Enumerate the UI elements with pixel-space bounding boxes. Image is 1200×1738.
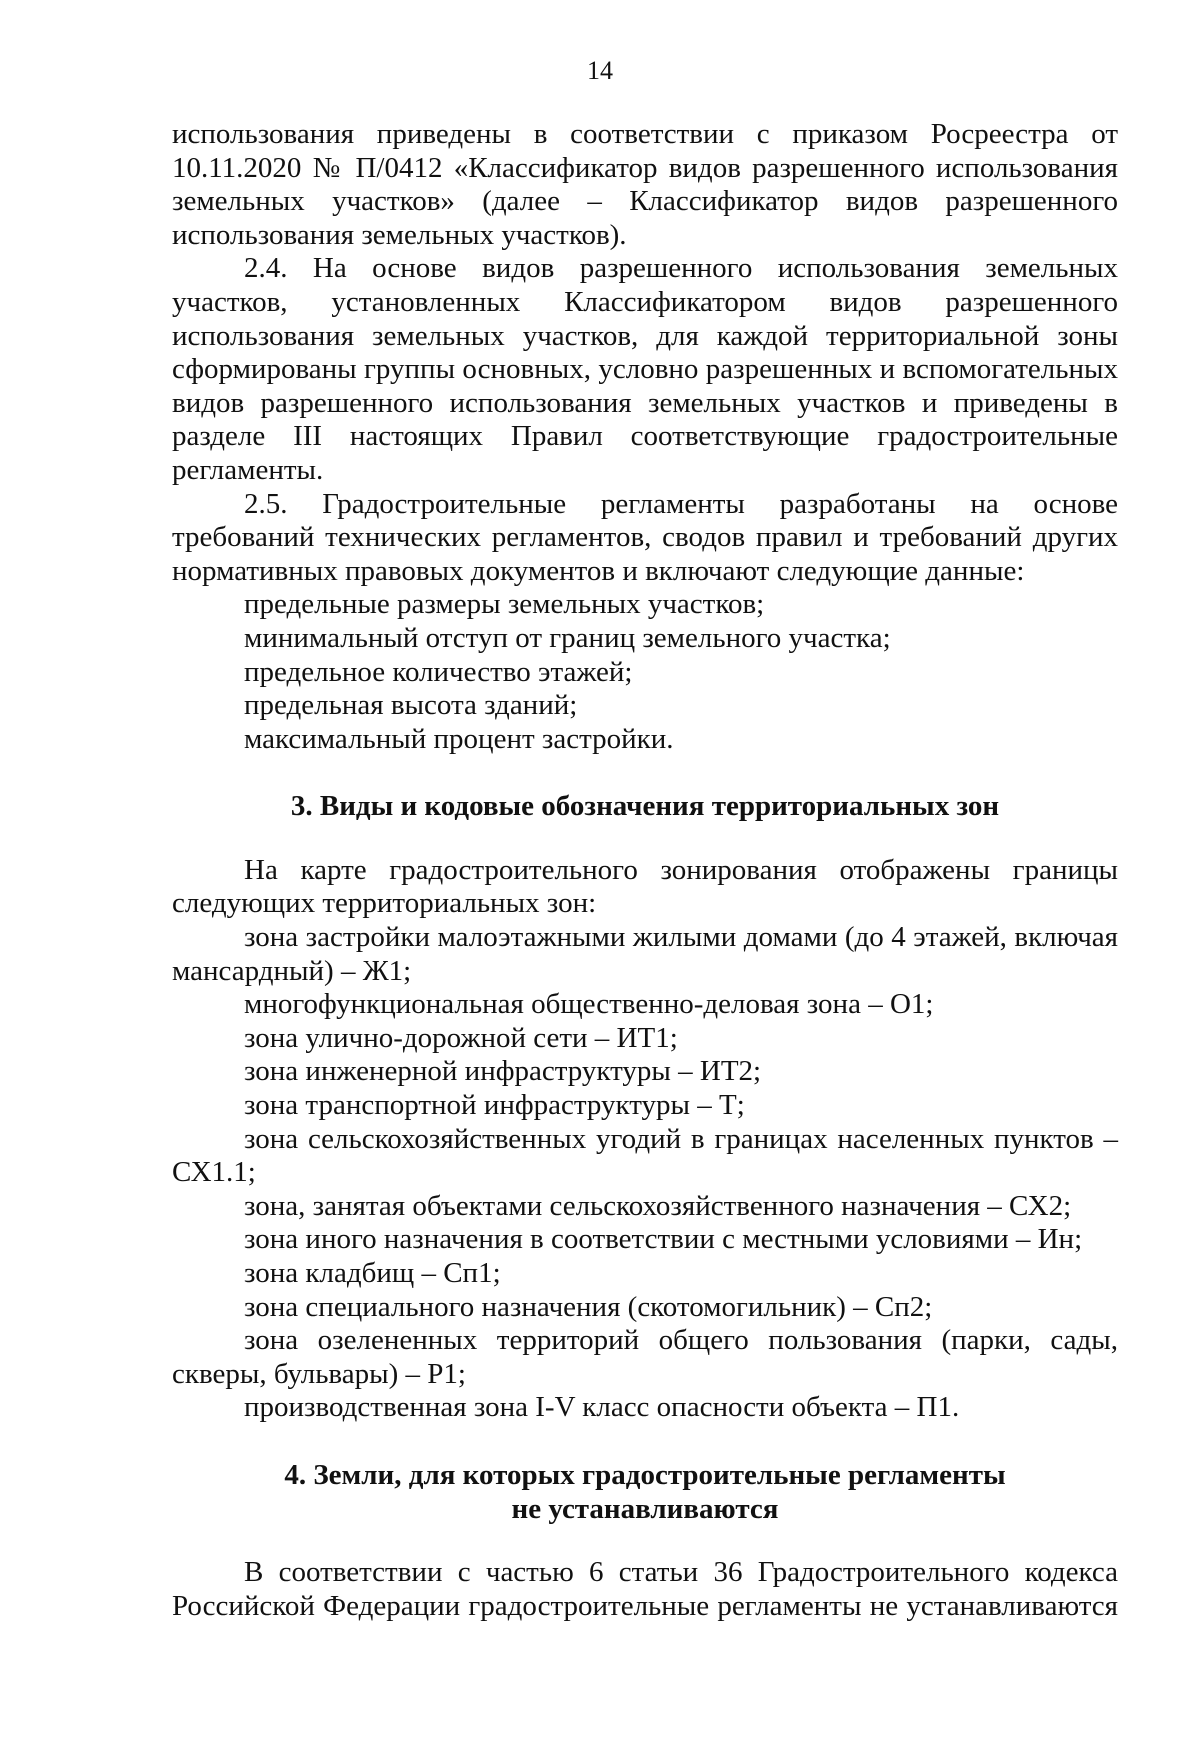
paragraph-continuation: использования приведены в соответствии с приказом Росреестра от 10.11.2020 № П/0412 «Классификатор видов разрешенного использования земельных участков» (далее – Классификатор видов разрешенного использования земельных участков).: [172, 118, 1118, 251]
zone-item: многофункциональная общественно-деловая зона – О1;: [244, 988, 934, 1021]
zone-item: зона озелененных территорий общего пользования (парки, сады, скверы, бульвары) – Р1;: [172, 1324, 1118, 1390]
section-4-heading-line-2: не устанавливаются: [511, 1492, 779, 1525]
section-3-heading: 3. Виды и кодовые обозначения территориальных зон: [290, 790, 1000, 823]
list-item: предельное количество этажей;: [244, 655, 633, 688]
spacer: [172, 756, 1118, 790]
section-4-text: В соответствии с частью 6 статьи 36 Градостроительного кодекса Российской Федерации градостроительные регламенты не устанавливаются: [172, 1556, 1118, 1622]
page-number: 14: [587, 56, 613, 85]
zone-item: зона сельскохозяйственных угодий в границах населенных пунктов – СХ1.1;: [172, 1122, 1118, 1189]
paragraph-2-4: 2.4. На основе видов разрешенного использования земельных участков, установленных Классификатором видов разрешенного использования земельных участков, для каждой территориальной зоны сформированы группы основных, условно разрешенных и вспомогательных видов разрешенного использования земельных участков и приведены в разделе III настоящих Правил соответствующие градостроительные регламенты.: [172, 252, 1118, 486]
zone-item: зона специального назначения (скотомогильник) – Сп2;: [244, 1290, 933, 1323]
zone-item: зона кладбищ – Сп1;: [244, 1257, 501, 1289]
spacer: [172, 1425, 1118, 1459]
section-3-lead: На карте градостроительного зонирования отображены границы следующих территориальных зон:: [172, 853, 1118, 920]
page-content: [172, 118, 1118, 1623]
section-4-heading-line-1: 4. Земли, для которых градостроительные регламенты: [284, 1458, 1006, 1491]
zone-item: зона транспортной инфраструктуры – Т;: [244, 1089, 745, 1122]
list-item: предельные размеры земельных участков;: [244, 588, 765, 621]
zone-item: зона застройки малоэтажными жилыми домами (до 4 этажей, включая мансардный) – Ж1;: [172, 921, 1118, 987]
spacer: [172, 1526, 1118, 1556]
zone-item: зона инженерной инфраструктуры – ИТ2;: [244, 1055, 762, 1088]
zone-item: зона улично-дорожной сети – ИТ1;: [244, 1021, 678, 1054]
list-item: минимальный отступ от границ земельного участка;: [244, 621, 891, 654]
zone-item: зона, занятая объектами сельскохозяйственного назначения – СХ2;: [244, 1189, 1072, 1222]
spacer: [172, 824, 1118, 854]
zone-item: производственная зона I-V класс опасности объекта – П1.: [244, 1391, 960, 1424]
list-item: предельная высота зданий;: [244, 689, 578, 722]
paragraph-2-5: 2.5. Градостроительные регламенты разработаны на основе требований технических регламентов, сводов правил и требований других нормативных правовых документов и включают следующие данные:: [172, 487, 1118, 587]
regulation-data-list: [172, 588, 1118, 756]
zone-list: [172, 921, 1118, 1425]
zone-item: зона иного назначения в соответствии с местными условиями – Ин;: [244, 1223, 1083, 1256]
list-item: максимальный процент застройки.: [244, 722, 674, 755]
